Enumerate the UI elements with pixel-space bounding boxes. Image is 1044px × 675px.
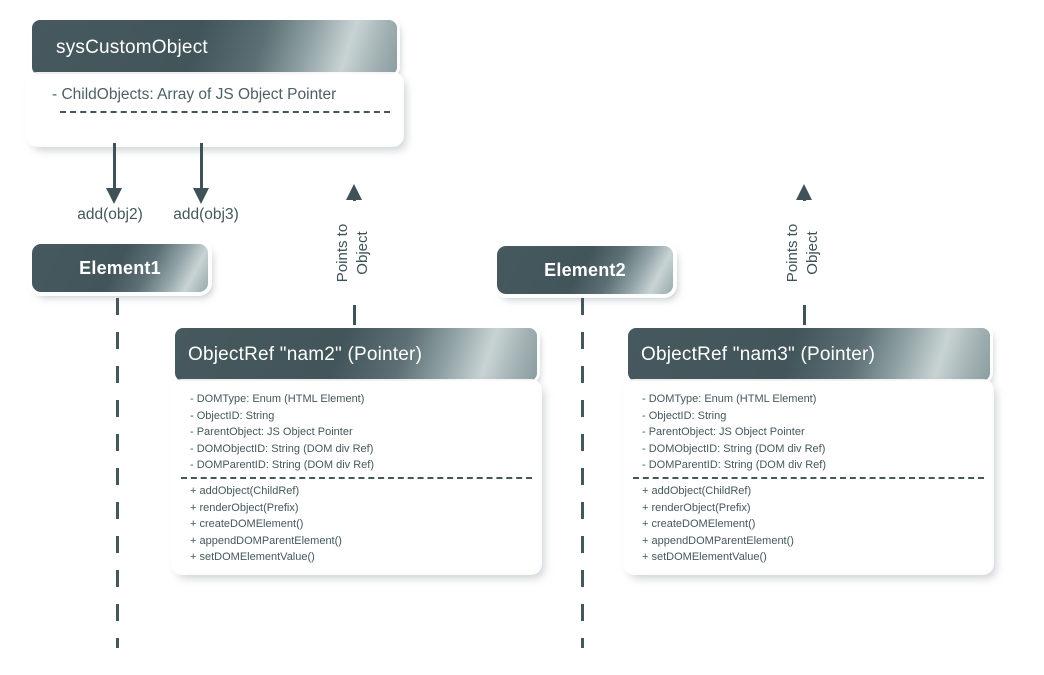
- element1-label: Element1: [79, 257, 161, 278]
- attribute: - ParentObject: JS Object Pointer: [190, 426, 353, 439]
- method: + renderObject(Prefix): [190, 501, 299, 514]
- method: + setDOMElementValue(): [190, 551, 315, 564]
- objectref-nam3-title: ObjectRef "nam3" (Pointer): [641, 343, 876, 365]
- pointer-label-line2: Object: [804, 231, 821, 275]
- objectref-nam2-title: ObjectRef "nam2" (Pointer): [188, 343, 423, 365]
- attribute-method-divider: [60, 111, 390, 113]
- method: + addObject(ChildRef): [190, 484, 300, 497]
- connector-add-obj3-label: add(obj3): [173, 206, 239, 223]
- attribute: - ObjectID: String: [190, 409, 275, 422]
- method: + renderObject(Prefix): [642, 501, 751, 514]
- method: + createDOMElement(): [190, 518, 304, 531]
- pointer-label-right: [783, 201, 825, 305]
- attribute-method-divider: [633, 477, 984, 479]
- connector-add-obj2-line: [113, 143, 116, 190]
- objectref-nam2-body: [173, 381, 540, 573]
- method: + createDOMElement(): [642, 518, 756, 531]
- element1-box: [32, 244, 208, 292]
- connector-add-obj3-line: [200, 143, 203, 190]
- pointer-label-line1: Points to: [334, 223, 351, 283]
- objectref-nam2-header: [175, 328, 537, 381]
- element2-dashed-line: [581, 298, 584, 648]
- syscustomobject-attribute: - ChildObjects: Array of JS Object Pointer: [52, 86, 337, 103]
- element2-label: Element2: [544, 259, 626, 280]
- method: + appendDOMParentElement(): [190, 534, 342, 547]
- element1-dashed-line: [116, 298, 119, 648]
- pointer-label-line1: Points to: [784, 223, 801, 283]
- arrow-up-icon: [796, 184, 812, 200]
- pointer-label-line2: Object: [354, 231, 371, 275]
- syscustomobject-body: [28, 74, 402, 145]
- attribute: - DOMParentID: String (DOM div Ref): [642, 459, 826, 472]
- attribute-method-divider: [181, 477, 532, 479]
- objectref-nam3-header: [628, 328, 990, 381]
- method: + addObject(ChildRef): [642, 484, 752, 497]
- syscustomobject-title: sysCustomObject: [56, 36, 208, 58]
- pointer-label-left: [333, 201, 375, 305]
- arrow-down-icon: [193, 188, 209, 204]
- arrow-down-icon: [106, 188, 122, 204]
- objectref-nam3-body: [625, 381, 992, 573]
- method: + setDOMElementValue(): [642, 551, 767, 564]
- attribute: - ObjectID: String: [642, 409, 727, 422]
- arrow-up-icon: [346, 184, 362, 200]
- connector-add-obj2-label: add(obj2): [77, 206, 143, 223]
- attribute: - DOMType: Enum (HTML Element): [190, 393, 365, 405]
- attribute: - DOMParentID: String (DOM div Ref): [190, 459, 374, 472]
- attribute: - DOMObjectID: String (DOM div Ref): [190, 442, 374, 455]
- attribute: - DOMType: Enum (HTML Element): [642, 393, 817, 405]
- syscustomobject-header: [32, 20, 397, 75]
- element2-box: [497, 246, 673, 294]
- attribute: - ParentObject: JS Object Pointer: [642, 426, 805, 439]
- method: + appendDOMParentElement(): [642, 534, 794, 547]
- attribute: - DOMObjectID: String (DOM div Ref): [642, 442, 826, 455]
